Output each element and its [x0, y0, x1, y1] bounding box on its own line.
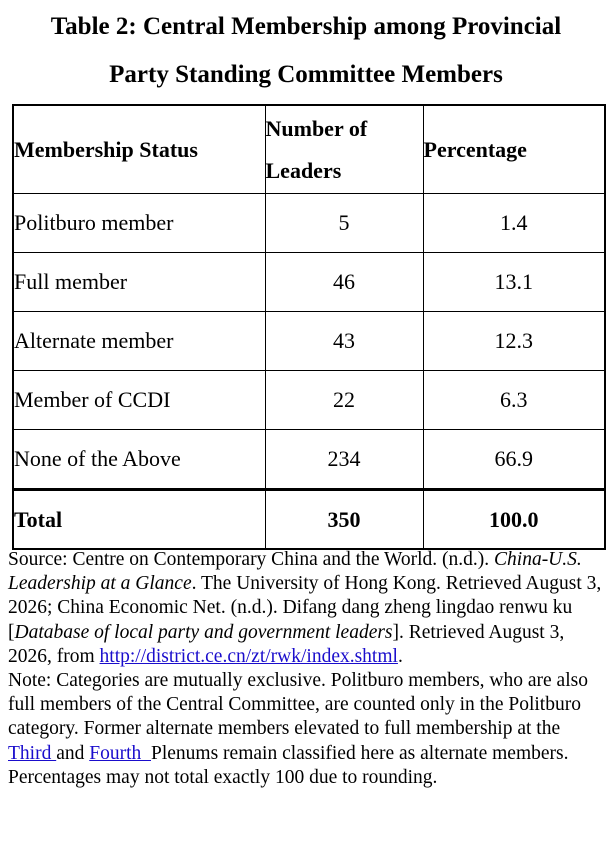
table-row — [13, 253, 605, 312]
fourth-plenum-link[interactable]: Fourth — [89, 742, 151, 764]
note-text — [8, 669, 608, 790]
total-percentage: 100.0 — [423, 490, 605, 550]
source-text: Source: Centre on Contemporary China and the World. (n.d.). — [8, 549, 495, 570]
row-number: 43 — [265, 312, 423, 371]
source-citation — [8, 548, 608, 669]
row-status: Politburo member — [13, 194, 265, 253]
row-percentage: 12.3 — [423, 312, 605, 371]
row-number: 5 — [265, 194, 423, 253]
table-row — [13, 312, 605, 371]
source-italic-title: Database of local party and government leaders — [14, 621, 393, 643]
table-row — [13, 194, 605, 253]
row-number: 234 — [265, 430, 423, 490]
row-percentage: 1.4 — [423, 194, 605, 253]
header-number-line-1: Number of — [265, 115, 368, 141]
source-text: . The University of Hong Kong. Retrieved August 3, 2026; China Economic Net. (n.d.). Difang dang zheng lingdao renwu ku [ — [8, 573, 602, 643]
total-label: Total — [13, 490, 265, 550]
source-text: ]. Retrieved August 3, 2026, from — [8, 621, 565, 667]
row-status: Alternate member — [13, 312, 265, 371]
header-number-of-leaders — [265, 105, 423, 194]
membership-table — [12, 104, 606, 550]
note-text-segment: Note: Categories are mutually exclusive. Politburo members, who are also full members of the Central Committee, are counted only in the Politburo category. Former alternate members elevated to full membership at the — [8, 670, 588, 740]
note-text-segment: and — [56, 742, 90, 764]
source-italic-title: China-U.S. Leadership at a Glance — [8, 549, 582, 595]
row-number: 46 — [265, 253, 423, 312]
row-percentage: 13.1 — [423, 253, 605, 312]
header-number-line-2: Leaders — [265, 157, 342, 183]
row-status: None of the Above — [13, 430, 265, 490]
row-status: Member of CCDI — [13, 371, 265, 430]
table-header-row — [13, 105, 605, 194]
header-membership-status: Membership Status — [13, 105, 265, 194]
header-percentage: Percentage — [423, 105, 605, 194]
row-status: Full member — [13, 253, 265, 312]
row-percentage: 66.9 — [423, 430, 605, 490]
table-row — [13, 371, 605, 430]
source-text: . — [397, 645, 403, 667]
source-link[interactable]: http://district.ce.cn/zt/rwk/index.shtml — [99, 645, 398, 667]
table-row — [13, 430, 605, 490]
total-number: 350 — [265, 490, 423, 550]
note-text-segment: Plenums remain classified here as alternate members. Percentages may not total exactly 100 due to rounding. — [8, 742, 569, 788]
table-total-row — [13, 490, 605, 550]
table-title-line-2: Party Standing Committee Members — [109, 61, 503, 88]
row-percentage: 6.3 — [423, 371, 605, 430]
table-title-line-1: Table 2: Central Membership among Provincial — [50, 13, 562, 40]
row-number: 22 — [265, 371, 423, 430]
table-notes — [8, 548, 608, 790]
third-plenum-link[interactable]: Third — [8, 742, 57, 764]
